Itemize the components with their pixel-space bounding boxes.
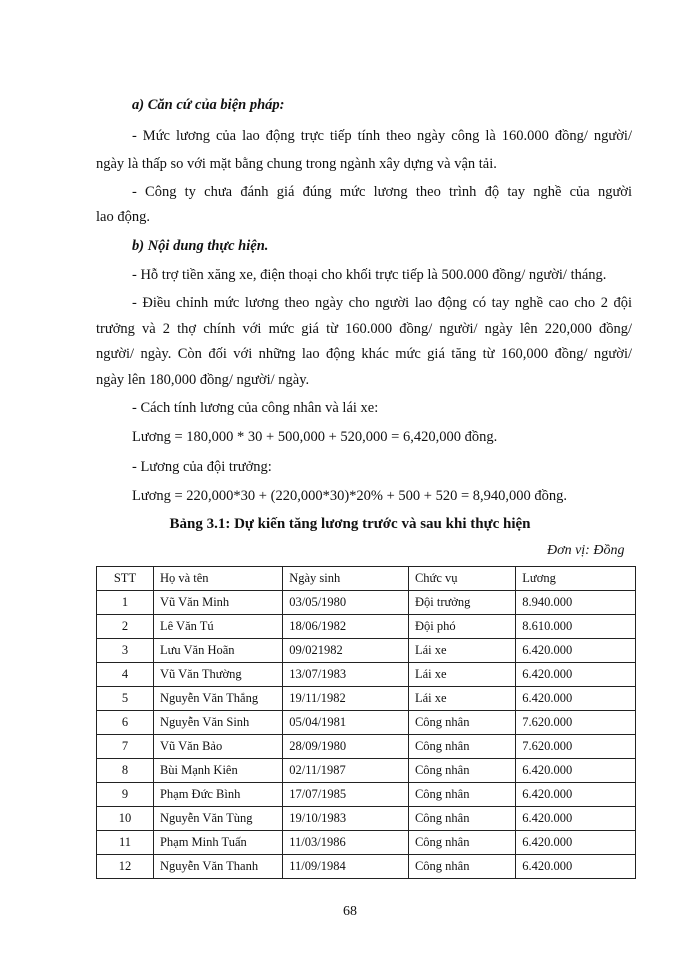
cell-position: Lái xe — [408, 639, 515, 663]
cell-dob: 13/07/1983 — [283, 663, 409, 687]
table-row — [97, 759, 636, 783]
cell-name: Lưu Văn Hoãn — [153, 639, 282, 663]
cell-name: Nguyễn Văn Thắng — [153, 687, 282, 711]
table-row — [97, 687, 636, 711]
cell-name: Vũ Văn Thường — [153, 663, 282, 687]
table-row — [97, 783, 636, 807]
cell-stt: 1 — [97, 591, 154, 615]
cell-stt: 12 — [97, 855, 154, 879]
paragraph-line: người/ ngày. Còn đối với những lao động khác mức giá tăng từ 160,000 đồng/ người/ — [96, 346, 632, 362]
paragraph-line: - Lương của đội trưởng: — [132, 459, 272, 475]
cell-position: Lái xe — [408, 687, 515, 711]
table-row — [97, 711, 636, 735]
cell-stt: 6 — [97, 711, 154, 735]
paragraph-line: trưởng và 2 thợ chính với mức giá từ 160.000 đồng/ người/ ngày lên 220,000 đồng/ — [96, 321, 632, 337]
cell-dob: 11/09/1984 — [283, 855, 409, 879]
cell-name: Nguyễn Văn Thanh — [153, 855, 282, 879]
cell-salary: 6.420.000 — [516, 783, 636, 807]
table-row — [97, 615, 636, 639]
cell-position: Công nhân — [408, 855, 515, 879]
cell-position: Công nhân — [408, 831, 515, 855]
table-row — [97, 831, 636, 855]
paragraph-line: - Công ty chưa đánh giá đúng mức lương theo trình độ tay nghề của người — [132, 184, 632, 200]
cell-stt: 11 — [97, 831, 154, 855]
section-a-heading: a) Căn cứ của biện pháp: — [132, 97, 285, 113]
paragraph-line: - Cách tính lương của công nhân và lái xe: — [132, 400, 379, 416]
cell-dob: 05/04/1981 — [283, 711, 409, 735]
table-header-row — [97, 567, 636, 591]
cell-salary: 8.940.000 — [516, 591, 636, 615]
cell-salary: 6.420.000 — [516, 831, 636, 855]
paragraph-line: - Điều chỉnh mức lương theo ngày cho người lao động có tay nghề cao cho 2 đội — [132, 295, 632, 311]
cell-name: Lê Văn Tú — [153, 615, 282, 639]
header-dob: Ngày sinh — [283, 567, 409, 591]
cell-dob: 11/03/1986 — [283, 831, 409, 855]
formula-line: Lương = 220,000*30 + (220,000*30)*20% + 500 + 520 = 8,940,000 đồng. — [132, 488, 568, 504]
cell-dob: 18/06/1982 — [283, 615, 409, 639]
cell-dob: 02/11/1987 — [283, 759, 409, 783]
cell-name: Vũ Văn Bảo — [153, 735, 282, 759]
cell-position: Đội trưởng — [408, 591, 515, 615]
cell-salary: 6.420.000 — [516, 639, 636, 663]
cell-salary: 6.420.000 — [516, 855, 636, 879]
table-row — [97, 807, 636, 831]
cell-name: Vũ Văn Minh — [153, 591, 282, 615]
cell-name: Bùi Mạnh Kiên — [153, 759, 282, 783]
cell-position: Công nhân — [408, 759, 515, 783]
cell-dob: 19/10/1983 — [283, 807, 409, 831]
cell-name: Nguyễn Văn Tùng — [153, 807, 282, 831]
cell-position: Đội phó — [408, 615, 515, 639]
cell-stt: 10 — [97, 807, 154, 831]
cell-stt: 7 — [97, 735, 154, 759]
cell-position: Lái xe — [408, 663, 515, 687]
cell-salary: 6.420.000 — [516, 663, 636, 687]
cell-name: Nguyễn Văn Sinh — [153, 711, 282, 735]
cell-position: Công nhân — [408, 711, 515, 735]
paragraph-line: - Mức lương của lao động trực tiếp tính theo ngày công là 160.000 đồng/ người/ — [132, 128, 632, 144]
header-salary: Lương — [516, 567, 636, 591]
paragraph-line: ngày lên 180,000 đồng/ người/ ngày. — [96, 372, 310, 388]
table-caption: Bảng 3.1: Dự kiến tăng lương trước và sau khi thực hiện — [169, 516, 531, 532]
salary-table — [96, 566, 636, 879]
header-stt: STT — [97, 567, 154, 591]
cell-stt: 4 — [97, 663, 154, 687]
cell-salary: 8.610.000 — [516, 615, 636, 639]
table-row — [97, 639, 636, 663]
cell-position: Công nhân — [408, 783, 515, 807]
cell-name: Phạm Đức Bình — [153, 783, 282, 807]
cell-dob: 19/11/1982 — [283, 687, 409, 711]
formula-line: Lương = 180,000 * 30 + 500,000 + 520,000 = 6,420,000 đồng. — [132, 429, 498, 445]
cell-stt: 5 — [97, 687, 154, 711]
table-row — [97, 735, 636, 759]
cell-name: Phạm Minh Tuấn — [153, 831, 282, 855]
cell-dob: 17/07/1985 — [283, 783, 409, 807]
paragraph-line: - Hỗ trợ tiền xăng xe, điện thoại cho khối trực tiếp là 500.000 đồng/ người/ tháng. — [132, 267, 607, 283]
cell-salary: 7.620.000 — [516, 735, 636, 759]
cell-stt: 2 — [97, 615, 154, 639]
cell-salary: 6.420.000 — [516, 759, 636, 783]
header-position: Chức vụ — [408, 567, 515, 591]
cell-position: Công nhân — [408, 735, 515, 759]
cell-salary: 6.420.000 — [516, 687, 636, 711]
paragraph-line: ngày là thấp so với mặt bằng chung trong ngành xây dựng và vận tải. — [96, 156, 497, 172]
cell-salary: 6.420.000 — [516, 807, 636, 831]
page-number: 68 — [343, 904, 357, 919]
cell-dob: 09/021982 — [283, 639, 409, 663]
section-b-heading: b) Nội dung thực hiện. — [132, 238, 269, 254]
cell-stt: 8 — [97, 759, 154, 783]
cell-dob: 03/05/1980 — [283, 591, 409, 615]
cell-position: Công nhân — [408, 807, 515, 831]
cell-stt: 3 — [97, 639, 154, 663]
table-row — [97, 663, 636, 687]
cell-dob: 28/09/1980 — [283, 735, 409, 759]
table-row — [97, 855, 636, 879]
table-unit: Đơn vị: Đồng — [547, 543, 625, 558]
paragraph-line: lao động. — [96, 209, 150, 225]
cell-stt: 9 — [97, 783, 154, 807]
table-row — [97, 591, 636, 615]
header-name: Họ và tên — [153, 567, 282, 591]
cell-salary: 7.620.000 — [516, 711, 636, 735]
